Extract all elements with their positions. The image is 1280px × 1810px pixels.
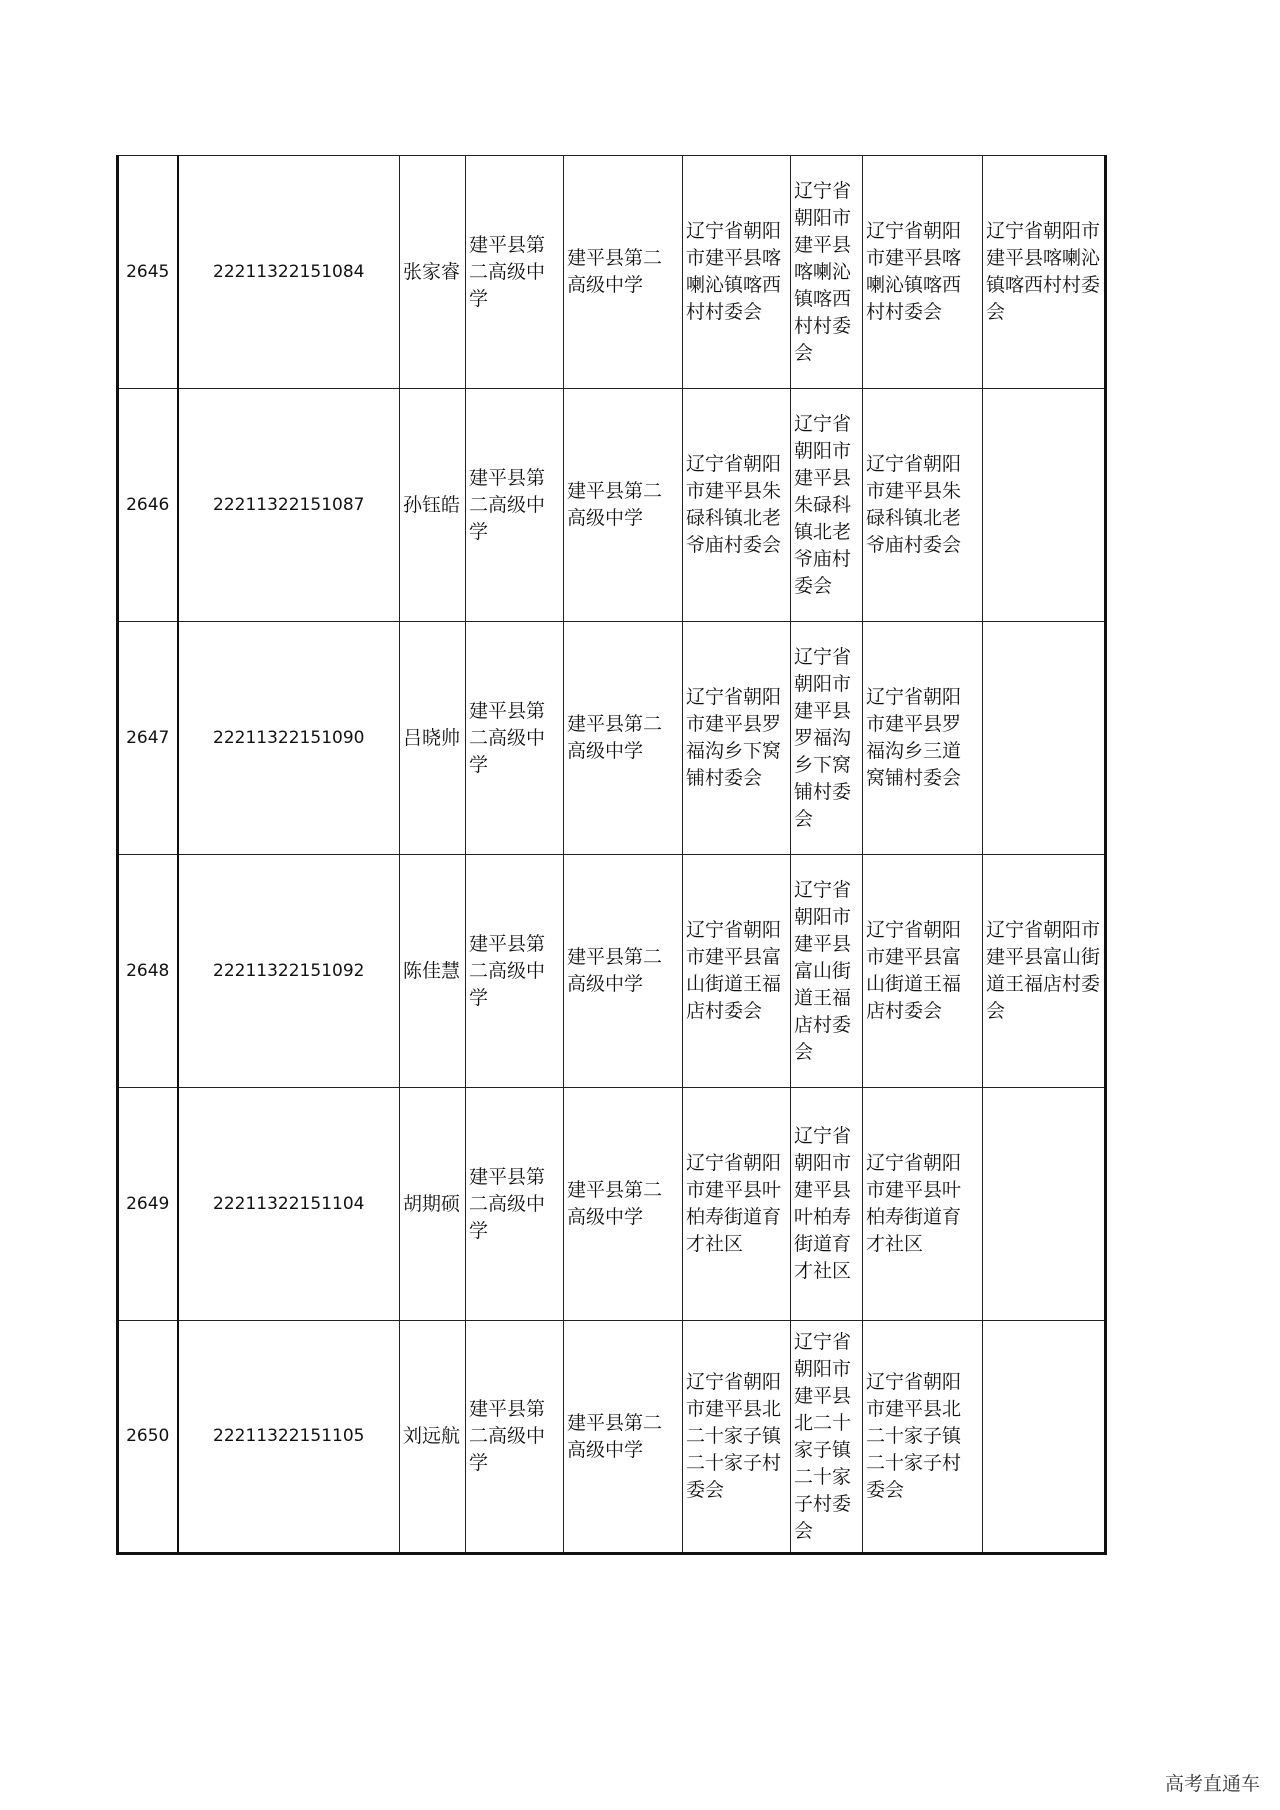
student-name: 胡期硕 xyxy=(400,1088,466,1321)
address-2: 辽宁省朝阳市建平县朱碌科镇北老爷庙村委会 xyxy=(791,389,863,622)
address-3: 辽宁省朝阳市建平县北二十家子镇二十家子村委会 xyxy=(863,1321,983,1554)
address-3: 辽宁省朝阳市建平县喀喇沁镇喀西村村委会 xyxy=(863,156,983,389)
address-4 xyxy=(983,1088,1106,1321)
table-row xyxy=(118,1321,1106,1554)
school-2: 建平县第二高级中学 xyxy=(564,622,683,855)
row-number: 2645 xyxy=(118,156,178,389)
address-4 xyxy=(983,1321,1106,1554)
student-name: 张家睿 xyxy=(400,156,466,389)
address-4 xyxy=(983,622,1106,855)
address-1: 辽宁省朝阳市建平县罗福沟乡下窝铺村委会 xyxy=(683,622,791,855)
school-2: 建平县第二高级中学 xyxy=(564,389,683,622)
address-4: 辽宁省朝阳市建平县富山街道王福店村委会 xyxy=(983,855,1106,1088)
student-id: 22211322151084 xyxy=(178,156,400,389)
row-number: 2648 xyxy=(118,855,178,1088)
address-3: 辽宁省朝阳市建平县朱碌科镇北老爷庙村委会 xyxy=(863,389,983,622)
student-id: 22211322151092 xyxy=(178,855,400,1088)
address-2: 辽宁省朝阳市建平县富山街道王福店村委会 xyxy=(791,855,863,1088)
school: 建平县第二高级中学 xyxy=(466,1088,564,1321)
student-id: 22211322151104 xyxy=(178,1088,400,1321)
student-id: 22211322151105 xyxy=(178,1321,400,1554)
address-3: 辽宁省朝阳市建平县罗福沟乡三道窝铺村委会 xyxy=(863,622,983,855)
row-number: 2647 xyxy=(118,622,178,855)
roster-table xyxy=(116,155,1107,1555)
row-number: 2650 xyxy=(118,1321,178,1554)
table-row xyxy=(118,156,1106,389)
student-name: 陈佳慧 xyxy=(400,855,466,1088)
school-2: 建平县第二高级中学 xyxy=(564,1088,683,1321)
student-name: 孙钰皓 xyxy=(400,389,466,622)
address-1: 辽宁省朝阳市建平县喀喇沁镇喀西村村委会 xyxy=(683,156,791,389)
school: 建平县第二高级中学 xyxy=(466,1321,564,1554)
row-number: 2649 xyxy=(118,1088,178,1321)
address-2: 辽宁省朝阳市建平县叶柏寿街道育才社区 xyxy=(791,1088,863,1321)
student-name: 吕晓帅 xyxy=(400,622,466,855)
table-row xyxy=(118,389,1106,622)
school-2: 建平县第二高级中学 xyxy=(564,855,683,1088)
school: 建平县第二高级中学 xyxy=(466,389,564,622)
address-3: 辽宁省朝阳市建平县叶柏寿街道育才社区 xyxy=(863,1088,983,1321)
address-1: 辽宁省朝阳市建平县北二十家子镇二十家子村委会 xyxy=(683,1321,791,1554)
address-1: 辽宁省朝阳市建平县朱碌科镇北老爷庙村委会 xyxy=(683,389,791,622)
address-4 xyxy=(983,389,1106,622)
address-4: 辽宁省朝阳市建平县喀喇沁镇喀西村村委会 xyxy=(983,156,1106,389)
address-2: 辽宁省朝阳市建平县北二十家子镇二十家子村委会 xyxy=(791,1321,863,1554)
address-1: 辽宁省朝阳市建平县富山街道王福店村委会 xyxy=(683,855,791,1088)
student-id: 22211322151087 xyxy=(178,389,400,622)
school: 建平县第二高级中学 xyxy=(466,622,564,855)
table-row xyxy=(118,855,1106,1088)
school-2: 建平县第二高级中学 xyxy=(564,156,683,389)
student-name: 刘远航 xyxy=(400,1321,466,1554)
student-id: 22211322151090 xyxy=(178,622,400,855)
school: 建平县第二高级中学 xyxy=(466,156,564,389)
row-number: 2646 xyxy=(118,389,178,622)
table-row xyxy=(118,1088,1106,1321)
address-2: 辽宁省朝阳市建平县喀喇沁镇喀西村村委会 xyxy=(791,156,863,389)
table-row xyxy=(118,622,1106,855)
address-2: 辽宁省朝阳市建平县罗福沟乡下窝铺村委会 xyxy=(791,622,863,855)
watermark-label: 高考直通车 xyxy=(1164,1773,1260,1795)
address-3: 辽宁省朝阳市建平县富山街道王福店村委会 xyxy=(863,855,983,1088)
school: 建平县第二高级中学 xyxy=(466,855,564,1088)
school-2: 建平县第二高级中学 xyxy=(564,1321,683,1554)
address-1: 辽宁省朝阳市建平县叶柏寿街道育才社区 xyxy=(683,1088,791,1321)
